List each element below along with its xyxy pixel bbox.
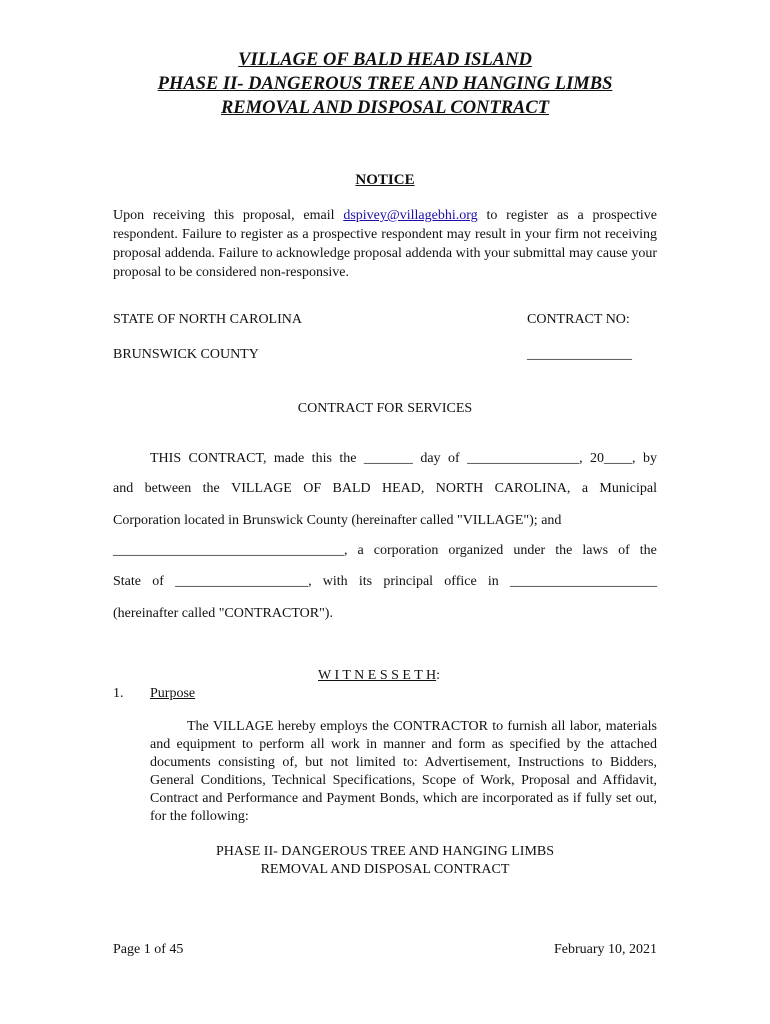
word: ___________________, [175, 574, 312, 589]
word: HEAD, [382, 481, 425, 496]
word: BALD [332, 481, 371, 496]
section-number: 1. [113, 686, 124, 701]
subject-line-1: PHASE II- DANGEROUS TREE AND HANGING LIMBS [215, 844, 555, 859]
purpose-paragraph [150, 718, 657, 826]
word: in [487, 574, 499, 589]
title-line-2: PHASE II- DANGEROUS TREE AND HANGING LIMBS [157, 74, 613, 94]
notice-text-before: Upon receiving this proposal, email [113, 208, 344, 223]
word: organized [448, 543, 504, 558]
word: corporation [373, 543, 439, 558]
word: OF [303, 481, 322, 496]
word: of [152, 574, 164, 589]
word: the [202, 481, 220, 496]
word: under [513, 543, 546, 558]
word: between [144, 481, 192, 496]
word: laws [582, 543, 609, 558]
contract-line-4 [113, 543, 657, 559]
word: NORTH [435, 481, 484, 496]
word: office [444, 574, 477, 589]
contract-line-2 [113, 481, 657, 497]
word: its [358, 574, 373, 589]
contract-line-5 [113, 574, 657, 590]
word: principal [383, 574, 434, 589]
word: the [555, 543, 573, 558]
word: of [618, 543, 630, 558]
contract-heading: CONTRACT FOR SERVICES [297, 401, 473, 416]
state-label: STATE OF NORTH CAROLINA [113, 312, 302, 327]
email-link[interactable]: dspivey@villagebhi.org [343, 208, 478, 223]
word: with [322, 574, 348, 589]
word: State [113, 574, 141, 589]
word: the [639, 543, 657, 558]
witnesseth-colon: : [436, 668, 441, 683]
word: a [357, 543, 364, 558]
word: Municipal [599, 481, 657, 496]
contract-no-blank: _______________ [527, 347, 632, 362]
word: _____________________ [509, 574, 657, 589]
contract-line-3: Corporation located in Brunswick County (hereinafter called "VILLAGE"); and [113, 513, 562, 528]
subject-line-2: REMOVAL AND DISPOSAL CONTRACT [260, 862, 510, 877]
contract-line-1 [150, 450, 657, 468]
contract-line-6: (hereinafter called "CONTRACTOR"). [113, 606, 333, 621]
word: a [581, 481, 589, 496]
title-line-1: VILLAGE OF BALD HEAD ISLAND [238, 50, 532, 70]
witnesseth-heading [318, 667, 440, 685]
notice-heading: NOTICE [355, 172, 415, 188]
subject-title [150, 843, 620, 879]
notice-text-after: to register as a prospective respondent. Failure to register as a prospective respondent may result in your firm not receiving proposal addenda. Failure to acknowledge proposal addenda with your submittal may cause your proposal to be considered non-responsive. [113, 208, 658, 280]
document-title [0, 48, 770, 120]
title-line-3: REMOVAL AND DISPOSAL CONTRACT [220, 98, 550, 118]
word: VILLAGE [231, 481, 292, 496]
witnesseth-text: W I T N E S S E T H [318, 668, 437, 683]
footer-date: February 10, 2021 [553, 942, 657, 957]
notice-paragraph [113, 206, 657, 282]
county-label: BRUNSWICK COUNTY [113, 347, 259, 362]
section-title: Purpose [150, 686, 196, 701]
word: CAROLINA, [494, 481, 571, 496]
page-number: Page 1 of 45 [113, 942, 184, 957]
word: and [113, 481, 134, 496]
purpose-text: The VILLAGE hereby employs the CONTRACTOR to furnish all labor, materials and equipment to perform all work in manner and form as specified by the attached documents consisting of, but not limited to: Advertisement, Instructions to Bidders, General Conditions, Technical Specifications, Scope of Work, Proposal and Affidavit, Contract and Performance and Payment Bonds, which are incorporated as if fully set out, for the following: [150, 719, 657, 824]
contract-line-1-text: THIS CONTRACT, made this the _______ day of ________________, 20____, by [150, 451, 657, 466]
word: _________________________________, [113, 543, 348, 558]
contract-no-label: CONTRACT NO: [527, 312, 630, 327]
